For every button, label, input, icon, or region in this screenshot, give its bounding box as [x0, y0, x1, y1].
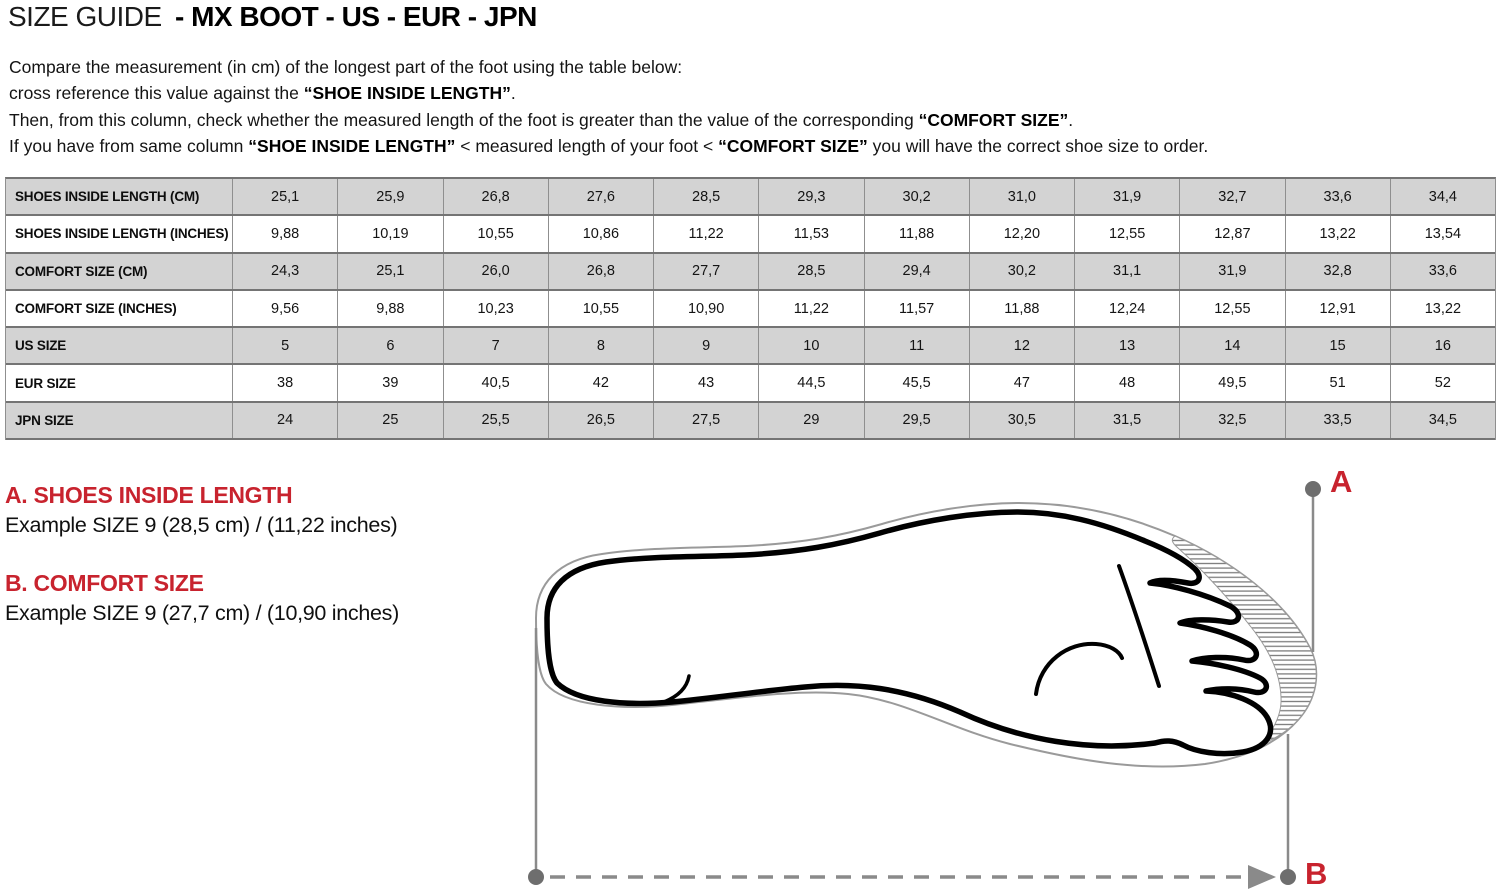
intro-line-4-mid: < measured length of your foot <	[455, 136, 719, 157]
intro-line-4-end: you will have the correct shoe size to order.	[867, 136, 1209, 157]
row-label: COMFORT SIZE (CM)	[6, 254, 233, 289]
measure-a-label: A	[1330, 464, 1353, 499]
table-cell: 10,19	[338, 216, 443, 251]
table-cell: 16	[1434, 337, 1451, 354]
row-label: SHOES INSIDE LENGTH (CM)	[6, 179, 233, 214]
table-cell: 10,90	[654, 291, 759, 326]
row-label: SHOES INSIDE LENGTH (INCHES)	[6, 216, 233, 251]
table-cell: 52	[1434, 375, 1451, 392]
table-cell: 12,24	[1075, 291, 1180, 326]
table-cell: 11,22	[759, 291, 864, 326]
intro-line-2-end: .	[510, 83, 516, 104]
table-cell: 32,5	[1180, 403, 1285, 438]
table-cell: 29,5	[865, 403, 970, 438]
table-cell: 25,9	[338, 179, 443, 214]
table-cell: 12,55	[1180, 291, 1285, 326]
table-cell: 10,55	[549, 291, 654, 326]
table-cell: 27,5	[654, 403, 759, 438]
table-cell: 29	[759, 403, 864, 438]
table-cell: 11,57	[865, 291, 970, 326]
table-cell: 31,9	[1075, 179, 1180, 214]
page-title-bold: - MX BOOT - US - EUR - JPN	[174, 1, 537, 32]
section-b-example: Example SIZE 9 (27,7 cm) / (10,90 inches)	[5, 601, 399, 625]
table-cell: 25	[338, 403, 443, 438]
table-cell: 10	[759, 328, 864, 363]
row-label: COMFORT SIZE (INCHES)	[6, 291, 233, 326]
table-cell: 9	[654, 328, 759, 363]
table-cell: 31,0	[970, 179, 1075, 214]
section-a-example: Example SIZE 9 (28,5 cm) / (11,22 inches)	[5, 513, 398, 537]
table-cell: 34,4	[1428, 188, 1457, 205]
table-cell: 11,53	[759, 216, 864, 251]
table-cell: 13	[1075, 328, 1180, 363]
table-cell: 31,1	[1075, 254, 1180, 289]
table-cell: 8	[549, 328, 654, 363]
intro-line-3-end: .	[1068, 109, 1074, 130]
table-cell: 9,56	[233, 291, 338, 326]
table-cell: 32,8	[1286, 254, 1391, 289]
table-cell: 43	[654, 365, 759, 400]
table-cell: 28,5	[759, 254, 864, 289]
table-cell: 29,3	[759, 179, 864, 214]
table-cell: 11,22	[654, 216, 759, 251]
table-cell: 33,5	[1286, 403, 1391, 438]
table-cell: 39	[338, 365, 443, 400]
table-cell: 33,6	[1286, 179, 1391, 214]
heel-dot	[528, 869, 544, 885]
table-cell: 9,88	[233, 216, 338, 251]
table-cell: 30,5	[970, 403, 1075, 438]
table-cell: 13,22	[1424, 300, 1462, 317]
measure-b-label: B	[1305, 856, 1328, 889]
intro-line-1-text: Compare the measurement (in cm) of the longest part of the foot using the table below:	[9, 57, 683, 77]
table-cell: 27,7	[654, 254, 759, 289]
table-cell: 26,8	[444, 179, 549, 214]
table-cell: 26,0	[444, 254, 549, 289]
table-cell: 31,5	[1075, 403, 1180, 438]
table-cell: 25,1	[233, 179, 338, 214]
table-cell: 11,88	[970, 291, 1075, 326]
table-cell: 13,22	[1286, 216, 1391, 251]
table-cell: 34,5	[1428, 412, 1457, 429]
table-cell: 38	[233, 365, 338, 400]
table-cell: 14	[1180, 328, 1285, 363]
intro-line-4-bold2: “COMFORT SIZE”	[718, 136, 868, 157]
table-cell: 5	[233, 328, 338, 363]
intro-line-4-text: If you have from same column	[9, 136, 249, 157]
table-cell: 24	[233, 403, 338, 438]
table-cell: 6	[338, 328, 443, 363]
table-cell: 44,5	[759, 365, 864, 400]
table-cell: 30,2	[865, 179, 970, 214]
table-cell: 24,3	[233, 254, 338, 289]
table-cell: 45,5	[865, 365, 970, 400]
table-cell: 10,23	[444, 291, 549, 326]
table-cell: 13,54	[1424, 225, 1462, 242]
table-cell: 12	[970, 328, 1075, 363]
intro-line-2-bold: “SHOE INSIDE LENGTH”	[303, 83, 511, 104]
table-cell: 31,9	[1180, 254, 1285, 289]
measure-b-dot	[1280, 869, 1296, 885]
table-cell: 42	[549, 365, 654, 400]
arrow-right-icon	[1248, 865, 1276, 889]
intro-line-4-bold1: “SHOE INSIDE LENGTH”	[248, 136, 456, 157]
table-cell: 51	[1286, 365, 1391, 400]
table-cell: 26,8	[549, 254, 654, 289]
intro-line-3-text: Then, from this column, check whether the measured length of the foot is greater than the value of the corresponding	[9, 109, 919, 130]
measure-a-dot	[1305, 481, 1321, 497]
table-cell: 47	[970, 365, 1075, 400]
table-cell: 10,86	[549, 216, 654, 251]
table-cell: 7	[444, 328, 549, 363]
section-b-heading: B. COMFORT SIZE	[5, 570, 204, 596]
intro-line-3-bold: “COMFORT SIZE”	[918, 109, 1069, 130]
row-label: EUR SIZE	[6, 365, 233, 400]
table-cell: 30,2	[970, 254, 1075, 289]
row-label: US SIZE	[6, 328, 233, 363]
table-cell: 25,5	[444, 403, 549, 438]
table-cell: 27,6	[549, 179, 654, 214]
table-cell: 11,88	[865, 216, 970, 251]
table-cell: 33,6	[1428, 263, 1457, 280]
table-cell: 12,55	[1075, 216, 1180, 251]
page-title-light: SIZE GUIDE	[8, 1, 162, 32]
section-a-heading: A. SHOES INSIDE LENGTH	[5, 482, 293, 508]
table-cell: 26,5	[549, 403, 654, 438]
table-cell: 32,7	[1180, 179, 1285, 214]
table-cell: 40,5	[444, 365, 549, 400]
table-cell: 28,5	[654, 179, 759, 214]
table-cell: 10,55	[444, 216, 549, 251]
table-cell: 12,91	[1286, 291, 1391, 326]
table-cell: 48	[1075, 365, 1180, 400]
table-cell: 9,88	[338, 291, 443, 326]
table-cell: 11	[865, 328, 970, 363]
table-cell: 49,5	[1180, 365, 1285, 400]
table-cell: 25,1	[338, 254, 443, 289]
table-cell: 29,4	[865, 254, 970, 289]
table-cell: 12,87	[1180, 216, 1285, 251]
intro-line-2-text: cross reference this value against the	[9, 83, 304, 104]
table-cell: 12,20	[970, 216, 1075, 251]
row-label: JPN SIZE	[6, 403, 233, 438]
table-cell: 15	[1286, 328, 1391, 363]
